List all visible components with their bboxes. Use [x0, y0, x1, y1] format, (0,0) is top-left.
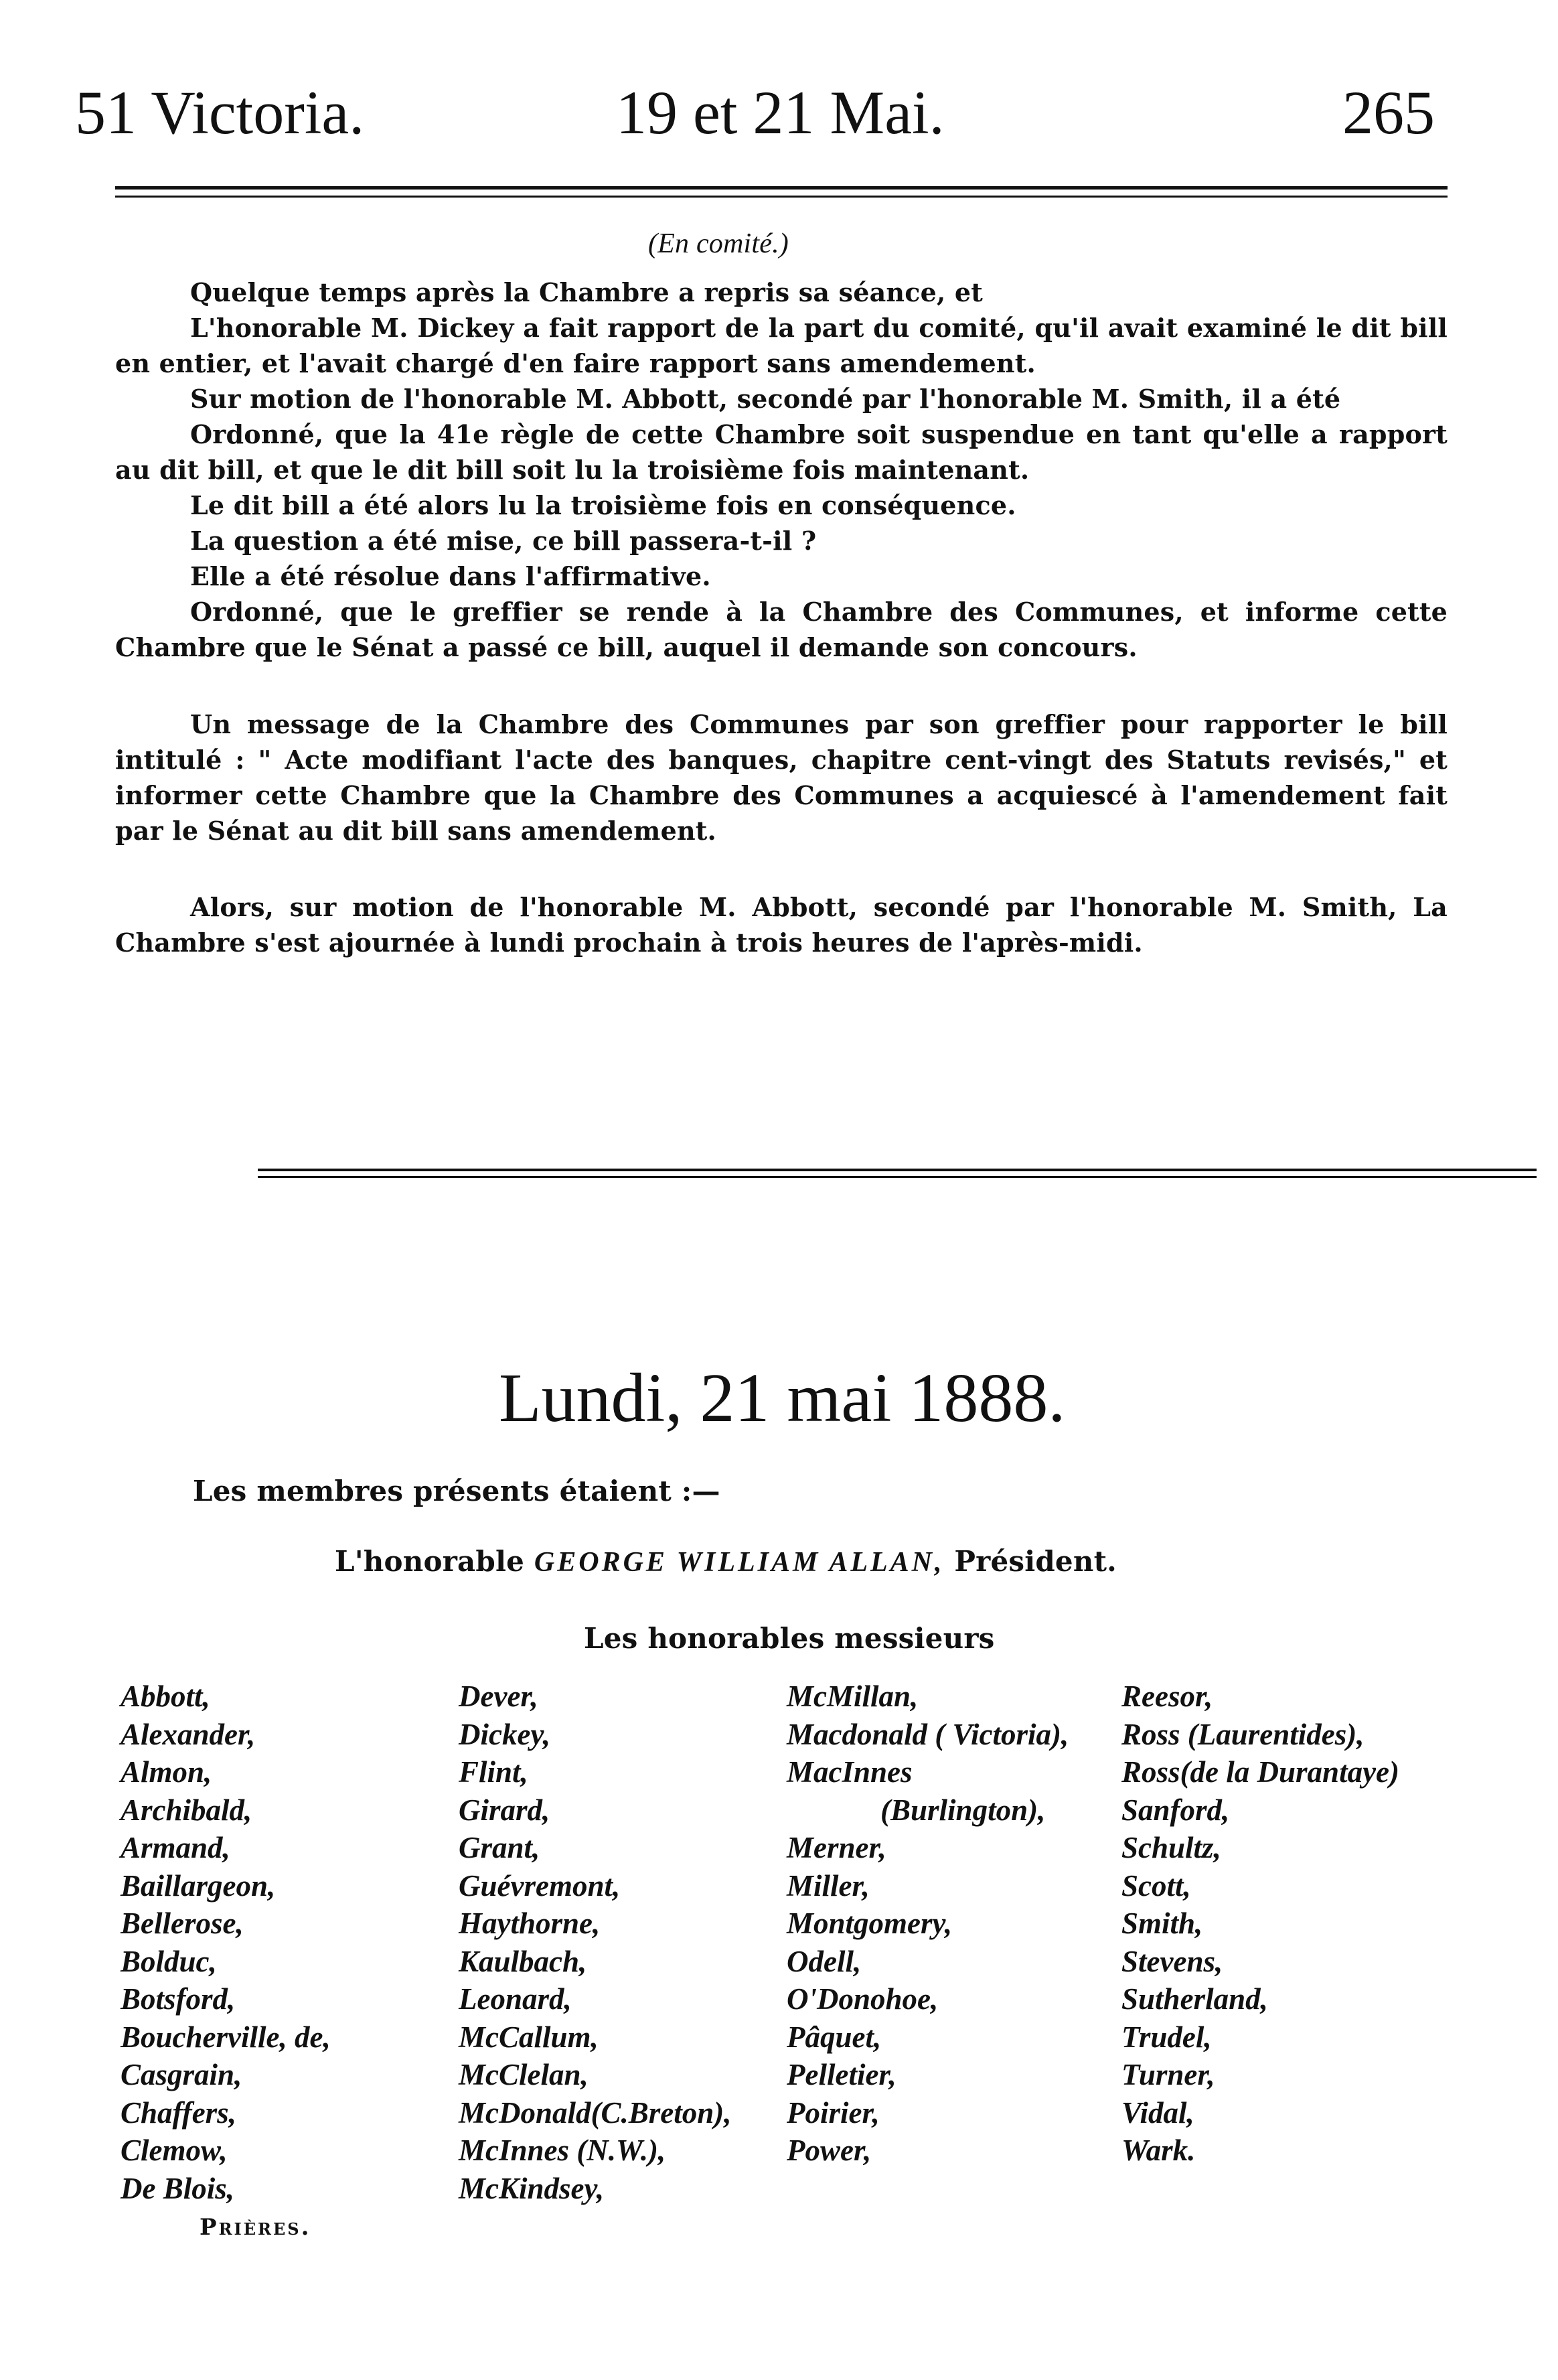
member-name: Grant, [459, 1831, 540, 1864]
president-name: GEORGE WILLIAM ALLAN, [534, 1547, 945, 1578]
member-name: (Burlington), [880, 1793, 1046, 1827]
paragraph-5: Le dit bill a été alors lu la troisième fois en conséquence. [190, 490, 1016, 520]
member-name: Alexander, [121, 1717, 256, 1751]
member-name: McCallum, [459, 2020, 599, 2054]
paragraph-1: Quelque temps après la Chambre a repris sa séance, et [190, 277, 983, 307]
member-name: Dever, [459, 1680, 538, 1713]
member-name: Almon, [121, 1755, 212, 1789]
member-name: Macdonald ( Victoria), [787, 1717, 1069, 1751]
adjournment-paragraph [115, 889, 1448, 960]
member-name: Dickey, [459, 1717, 550, 1751]
members-column-1 [121, 1678, 331, 2207]
member-name: Turner, [1121, 2058, 1215, 2091]
president-title: Président. [954, 1545, 1117, 1578]
member-name: Bolduc, [121, 1944, 217, 1978]
paragraph-8: Ordonné, que le greffier se rende à la Chambre des Communes, et informe cette Chambre que le Sénat a passé ce bill, auquel il demande son concours. [115, 597, 1448, 662]
member-name: Odell, [787, 1944, 862, 1978]
member-name: Chaffers, [121, 2095, 236, 2130]
date-title: Lundi, 21 mai 1888. [499, 1359, 1066, 1436]
prayers-heading: Prières. [200, 2214, 311, 2241]
members-column-4 [1121, 1678, 1399, 2170]
paragraph-7: Elle a été résolue dans l'affirmative. [190, 561, 711, 591]
member-name: McMillan, [787, 1680, 919, 1713]
header-center: 19 et 21 Mai. [616, 78, 945, 147]
member-name: McInnes (N.W.), [459, 2134, 666, 2167]
member-name: O'Donohoe, [787, 1982, 939, 2016]
message-paragraph [115, 706, 1448, 848]
member-name: Montgomery, [787, 1907, 953, 1940]
member-name: McClelan, [459, 2058, 589, 2091]
member-name: Clemow, [121, 2134, 228, 2167]
members-column-3 [787, 1678, 1069, 2170]
member-name: Leonard, [459, 1982, 572, 2016]
adjournment-text: Alors, sur motion de l'honorable M. Abbott, secondé par l'honorable M. Smith, La Chambre s'est ajournée à lundi prochain à trois heures de l'après-midi. [115, 892, 1448, 958]
header-rule-bottom [115, 196, 1448, 198]
member-name: Bellerose, [121, 1907, 244, 1940]
member-name: Abbott, [121, 1680, 210, 1713]
member-name: Armand, [121, 1831, 230, 1864]
president-prefix: L'honorable [335, 1545, 525, 1578]
member-name: Guévremont, [459, 1868, 621, 1903]
member-name: Botsford, [121, 1982, 236, 2016]
member-name: Casgrain, [121, 2058, 242, 2091]
member-name: Poirier, [787, 2095, 880, 2130]
member-name: Stevens, [1121, 1944, 1223, 1978]
member-name: Smith, [1121, 1907, 1203, 1940]
member-name: Kaulbach, [459, 1944, 587, 1978]
member-name: McKindsey, [459, 2171, 605, 2205]
member-name: Flint, [459, 1755, 528, 1789]
member-name: Ross(de la Durantaye) [1121, 1755, 1399, 1789]
section-divider [258, 1169, 1537, 1171]
member-name: Sanford, [1121, 1793, 1230, 1827]
member-name: Power, [787, 2134, 872, 2167]
member-name: Girard, [459, 1793, 550, 1827]
member-name: De Blois, [121, 2171, 235, 2205]
member-name: Sutherland, [1121, 1982, 1268, 2016]
paragraph-3: Sur motion de l'honorable M. Abbott, secondé par l'honorable M. Smith, il a été [190, 384, 1341, 414]
members-column-2 [459, 1678, 732, 2207]
member-name: Scott, [1121, 1868, 1191, 1903]
proceedings-text [115, 275, 1448, 665]
page-number: 265 [1342, 78, 1435, 147]
member-name: Trudel, [1121, 2020, 1212, 2054]
message-text: Un message de la Chambre des Communes par son greffier pour rapporter le bill intitulé : " Acte modifiant l'acte des banques, chapitre cent-vingt des Statuts revisés," et informer cette Chambre que la Chambre des Communes a acquiescé à l'amendement fait par le Sénat au dit bill sans amendement. [115, 709, 1448, 846]
member-name: Reesor, [1121, 1680, 1213, 1713]
committee-subtitle: (En comité.) [648, 228, 789, 259]
paragraph-6: La question a été mise, ce bill passera-t-il ? [190, 526, 817, 556]
members-intro: Les membres présents étaient :— [193, 1475, 720, 1507]
member-name: McDonald(C.Breton), [459, 2095, 732, 2130]
member-name: Archibald, [121, 1793, 252, 1827]
header-left: 51 Victoria. [75, 78, 365, 147]
member-name: Schultz, [1121, 1831, 1221, 1864]
member-name: MacInnes [787, 1755, 913, 1789]
section-divider-2 [258, 1176, 1537, 1178]
paragraph-2: L'honorable M. Dickey a fait rapport de la part du comité, qu'il avait examiné le dit bill en entier, et l'avait chargé d'en faire rapport sans amendement. [115, 313, 1448, 378]
honorables-heading: Les honorables messieurs [584, 1622, 995, 1655]
member-name: Merner, [787, 1831, 886, 1864]
member-name: Pâquet, [787, 2020, 882, 2054]
president-line [335, 1544, 1117, 1580]
member-name: Vidal, [1121, 2095, 1194, 2130]
member-name: Boucherville, de, [121, 2020, 331, 2054]
member-name: Baillargeon, [121, 1868, 276, 1903]
paragraph-4: Ordonné, que la 41e règle de cette Chambre soit suspendue en tant qu'elle a rapport au dit bill, et que le dit bill soit lu la troisième fois maintenant. [115, 419, 1448, 485]
member-name: Pelletier, [787, 2058, 897, 2091]
member-name: Haythorne, [459, 1907, 601, 1940]
member-name: Wark. [1121, 2134, 1196, 2167]
header-rule-top [115, 186, 1448, 190]
member-name: Miller, [787, 1868, 870, 1903]
member-name: Ross (Laurentides), [1121, 1717, 1365, 1751]
